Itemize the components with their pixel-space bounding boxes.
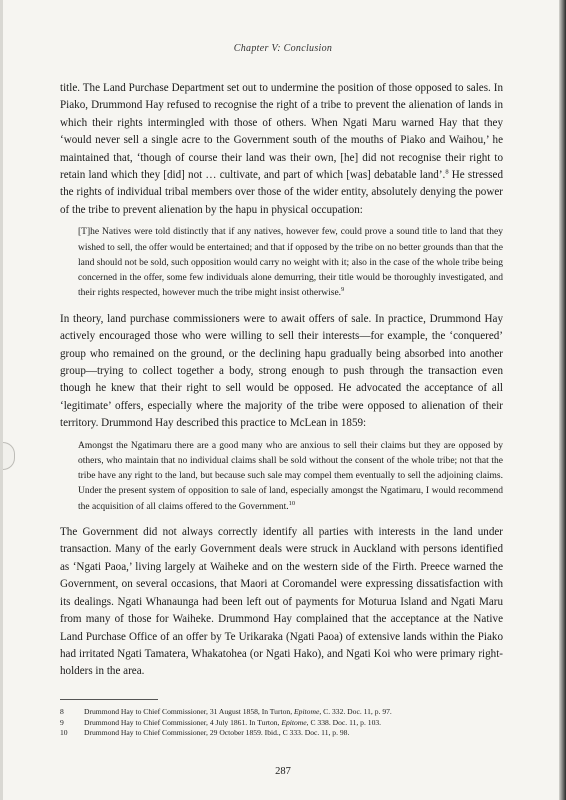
paragraph-3 (60, 524, 503, 681)
footnote-text (84, 718, 381, 729)
block-quote-2-text: Amongst the Ngatimaru there are a good many who are anxious to sell their claims but they are opposed by others, who maintain that no individual claims shall be sold without the consent of the whole tribe; not that the tribe have any right to the land, but because such sale may compel them eventually to sell the adjoining claims. Under the present system of opposition to sale of land, especially amongst the Ngatimaru, I would recommend the acquisition of all claims offered to the Government. (78, 440, 503, 512)
footnote (60, 718, 503, 729)
footnote-number: 8 (60, 707, 64, 716)
paragraph-1 (60, 80, 503, 219)
footnote-divider (60, 699, 158, 700)
footnote-text-post: , C 338. Doc. 11, p. 103. (306, 717, 382, 727)
footnote-text (84, 707, 392, 718)
footnote (60, 728, 503, 739)
footnote-text-pre: Drummond Hay to Chief Commissioner, 29 October 1859. Ibid., C 333. Doc. 11, p. 98. (84, 728, 350, 738)
footnotes (60, 707, 503, 739)
footnote-number: 10 (60, 728, 68, 738)
paragraph-2 (60, 311, 503, 433)
body-text (60, 80, 503, 687)
page-number: 287 (275, 766, 291, 777)
block-quote-2 (78, 439, 503, 515)
paragraph-3-text: The Government did not always correctly identify all parties with interests in the land under transaction. Many of the early Government deals were struck in Auckland with persons identified as ‘Ngati Paoa,’ living largely at Waiheke and on the western side of the Firth. Preece warned the Government, on several occasions, that Maori at Coromandel were expressing dissatisfaction with its dealings. Ngati Whanaunga had been left out of payments for Moturua Island and Ngati Maru from many of those for Waiheke. Drummond Hay complained that the acceptance at the Native Land Purchase Office of an offer by Te Urikaraka (Ngati Paoa) of extensive lands within the Piako had irritated Ngati Tamatera, Whakatohea (or Ngati Hako), and Ngati Koi who were primary right-holders in the area. (60, 526, 503, 678)
paragraph-1-text-a: title. The Land Purchase Department set out to undermine the position of those opposed to sales. In Piako, Drummond Hay refused to recognise the right of a tribe to prevent the alienation of lands in which their rights intermingled with those of others. When Ngati Maru warned Hay that they ‘would never sell a single acre to the Government south of the mouths of Piako and Waihou,’ he maintained that, ‘though of course their land was their own, [he] did not recognise their right to retain land which they [did] not … cultivate, and part of which [was] debatable land’. (60, 82, 503, 182)
running-header: Chapter V: Conclusion (233, 43, 333, 54)
paragraph-1-text-b: He stressed the rights of individual tribal members over those of the wider entity, absolutely denying the power of the tribe to prevent alienation by the hapu in physical occupation: (60, 169, 503, 216)
footnote-text-italic: Epitome (281, 717, 307, 727)
footnote-text-italic: Epitome (294, 707, 320, 716)
page-edge-shadow (559, 0, 566, 800)
footnote-ref-10[interactable]: 10 (288, 499, 296, 507)
block-quote-1 (78, 225, 503, 301)
footnote-text-post: , C. 332. Doc. 11, p. 97. (319, 707, 392, 716)
footnote-number: 9 (60, 717, 64, 727)
binding-hole (3, 442, 15, 470)
footnote-ref-8[interactable]: 8 (445, 168, 449, 176)
block-quote-1-text: [T]he Natives were told distinctly that if any natives, however few, could prove a sound title to land that they wished to sell, the offer would be entertained; and that if opposed by the tribe on no better grounds than that the land should not be sold, such opposition would carry no weight with it; also in the case of the whole tribe being concerned in the offer, some few individuals alone demurring, their title would be thoroughly investigated, and their rights respected, however much the tribe might insist otherwise. (78, 227, 503, 299)
footnote-text (84, 728, 349, 739)
page-edge-left (0, 0, 3, 800)
footnote-text-pre: Drummond Hay to Chief Commissioner, 31 August 1858, In Turton, (84, 707, 295, 716)
footnote-text-pre: Drummond Hay to Chief Commissioner, 4 July 1861. In Turton, (84, 717, 282, 727)
paragraph-2-text: In theory, land purchase commissioners were to await offers of sale. In practice, Drummond Hay actively encouraged those who were willing to sell their interests—for example, the ‘conquered’ group who remained on the ground, or the declining hapu gradually being absorbed into another group—trying to collect together a body, strong enough to push through the transaction even though he knew that their right to sell would be opposed. He advocated the acceptance of all ‘legitimate’ offers, especially where the majority of the tribe were opposed to alienation of their territory. Drummond Hay described this practice to McLean in 1859: (60, 312, 503, 430)
footnote (60, 707, 503, 718)
footnote-ref-9[interactable]: 9 (341, 286, 345, 294)
